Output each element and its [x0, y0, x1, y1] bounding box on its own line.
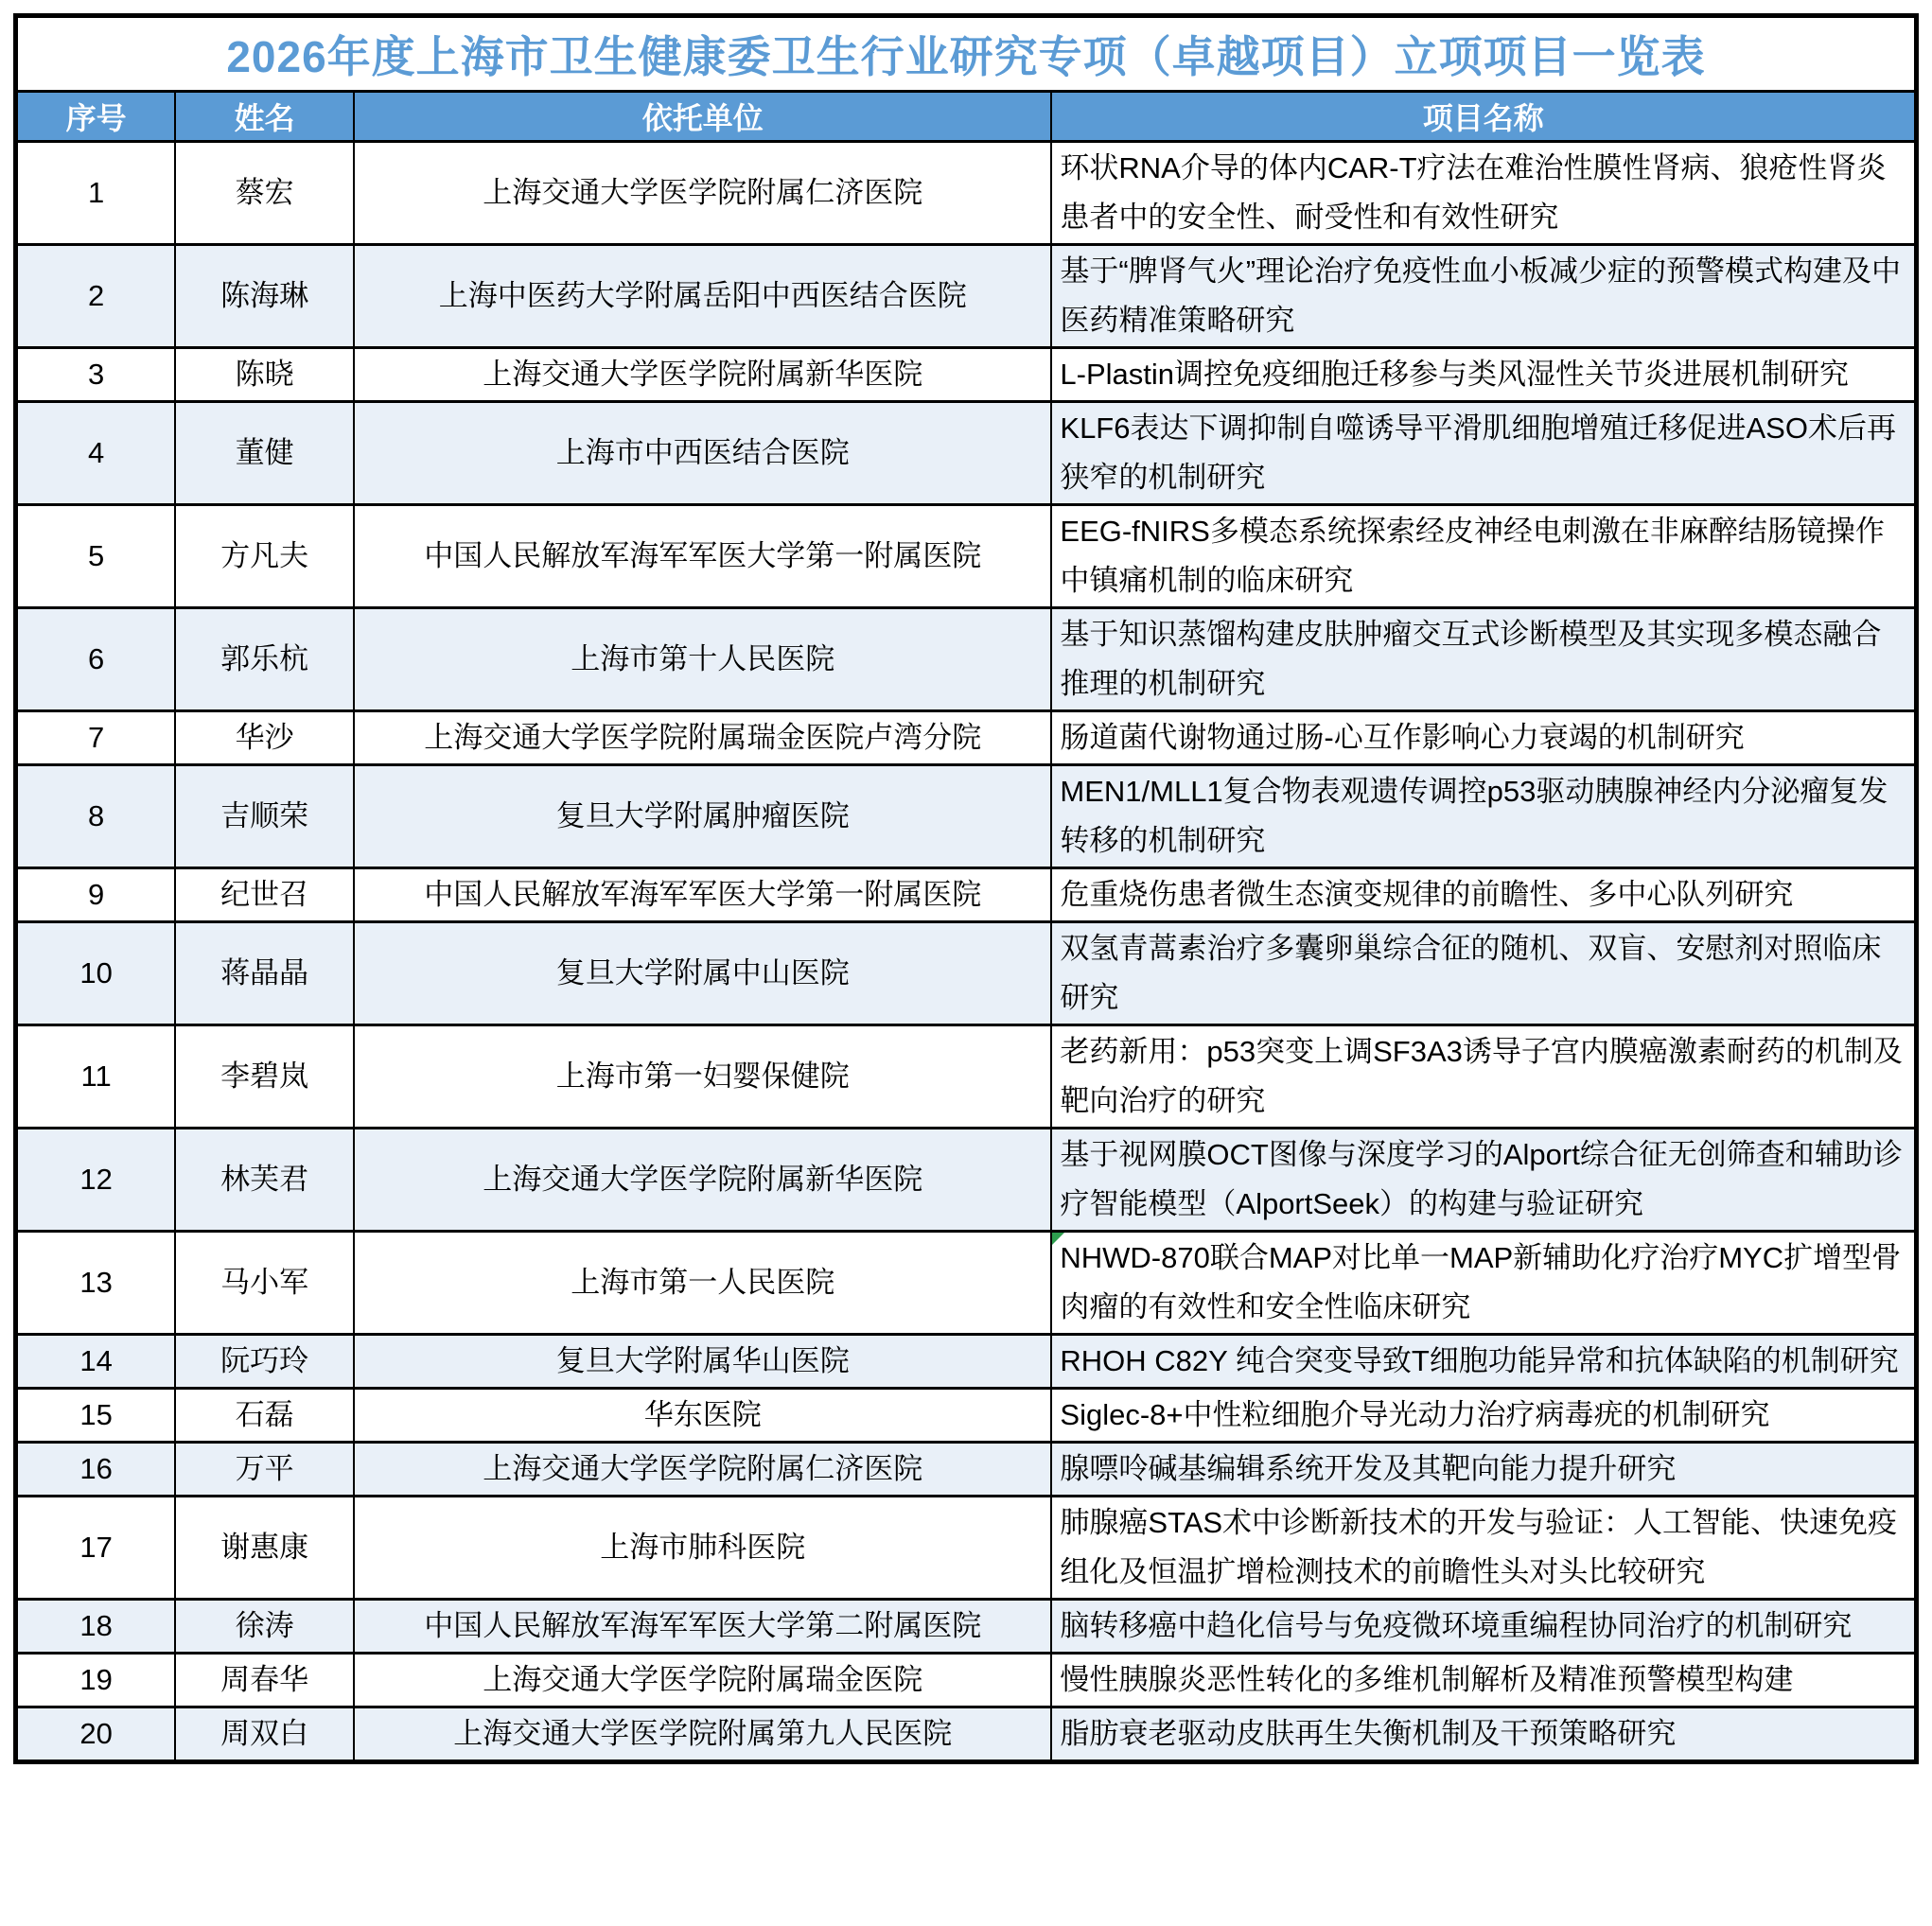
table-row	[16, 142, 1917, 245]
table-row	[16, 505, 1917, 608]
row-seq: 5	[16, 505, 176, 608]
table-row	[16, 1389, 1917, 1443]
row-org: 上海市第十人民医院	[354, 608, 1051, 711]
table-row	[16, 1025, 1917, 1129]
column-header-name: 姓名	[175, 92, 354, 142]
row-name: 蒋晶晶	[175, 922, 354, 1025]
row-org: 上海中医药大学附属岳阳中西医结合医院	[354, 245, 1051, 348]
row-org: 上海交通大学医学院附属新华医院	[354, 1129, 1051, 1232]
row-project: 基于视网膜OCT图像与深度学习的Alport综合征无创筛查和辅助诊疗智能模型（AlportSeek）的构建与验证研究	[1051, 1129, 1916, 1232]
row-seq: 7	[16, 711, 176, 765]
row-seq: 16	[16, 1443, 176, 1497]
table-row	[16, 1232, 1917, 1335]
table-row	[16, 765, 1917, 868]
row-project: RHOH C82Y 纯合突变导致T细胞功能异常和抗体缺陷的机制研究	[1051, 1335, 1916, 1389]
row-name: 蔡宏	[175, 142, 354, 245]
row-name: 周春华	[175, 1654, 354, 1707]
row-org: 华东医院	[354, 1389, 1051, 1443]
row-seq: 18	[16, 1600, 176, 1654]
row-project: EEG-fNIRS多模态系统探索经皮神经电刺激在非麻醉结肠镜操作中镇痛机制的临床研究	[1051, 505, 1916, 608]
row-project: 脂肪衰老驱动皮肤再生失衡机制及干预策略研究	[1051, 1707, 1916, 1762]
table-row	[16, 1654, 1917, 1707]
row-org: 上海市第一妇婴保健院	[354, 1025, 1051, 1129]
row-name: 万平	[175, 1443, 354, 1497]
column-header-org: 依托单位	[354, 92, 1051, 142]
row-org: 上海交通大学医学院附属瑞金医院卢湾分院	[354, 711, 1051, 765]
title-row	[16, 16, 1917, 92]
row-name: 郭乐杭	[175, 608, 354, 711]
row-org: 上海交通大学医学院附属仁济医院	[354, 1443, 1051, 1497]
row-project: 老药新用：p53突变上调SF3A3诱导子宫内膜癌激素耐药的机制及靶向治疗的研究	[1051, 1025, 1916, 1129]
row-project: 危重烧伤患者微生态演变规律的前瞻性、多中心队列研究	[1051, 868, 1916, 922]
row-org: 上海交通大学医学院附属第九人民医院	[354, 1707, 1051, 1762]
row-seq: 12	[16, 1129, 176, 1232]
row-project: 肠道菌代谢物通过肠-心互作影响心力衰竭的机制研究	[1051, 711, 1916, 765]
row-seq: 13	[16, 1232, 176, 1335]
row-name: 阮巧玲	[175, 1335, 354, 1389]
row-name: 林芙君	[175, 1129, 354, 1232]
table-row	[16, 402, 1917, 505]
row-seq: 17	[16, 1497, 176, 1600]
row-project: KLF6表达下调抑制自噬诱导平滑肌细胞增殖迁移促进ASO术后再狭窄的机制研究	[1051, 402, 1916, 505]
row-seq: 15	[16, 1389, 176, 1443]
row-project: 脑转移癌中趋化信号与免疫微环境重编程协同治疗的机制研究	[1051, 1600, 1916, 1654]
row-project: 腺嘌呤碱基编辑系统开发及其靶向能力提升研究	[1051, 1443, 1916, 1497]
column-header-project: 项目名称	[1051, 92, 1916, 142]
row-project: NHWD-870联合MAP对比单一MAP新辅助化疗治疗MYC扩增型骨肉瘤的有效性和安全性临床研究	[1051, 1232, 1916, 1335]
row-name: 李碧岚	[175, 1025, 354, 1129]
row-project: Siglec-8+中性粒细胞介导光动力治疗病毒疣的机制研究	[1051, 1389, 1916, 1443]
row-seq: 4	[16, 402, 176, 505]
row-name: 纪世召	[175, 868, 354, 922]
table-row	[16, 1335, 1917, 1389]
row-org: 中国人民解放军海军军医大学第一附属医院	[354, 868, 1051, 922]
row-seq: 3	[16, 348, 176, 402]
row-org: 复旦大学附属肿瘤医院	[354, 765, 1051, 868]
row-name: 谢惠康	[175, 1497, 354, 1600]
row-project: 肺腺癌STAS术中诊断新技术的开发与验证：人工智能、快速免疫组化及恒温扩增检测技术的前瞻性头对头比较研究	[1051, 1497, 1916, 1600]
row-org: 复旦大学附属华山医院	[354, 1335, 1051, 1389]
row-org: 中国人民解放军海军军医大学第二附属医院	[354, 1600, 1051, 1654]
table-row	[16, 711, 1917, 765]
row-name: 马小军	[175, 1232, 354, 1335]
row-seq: 2	[16, 245, 176, 348]
table-row	[16, 348, 1917, 402]
row-project: 环状RNA介导的体内CAR-T疗法在难治性膜性肾病、狼疮性肾炎患者中的安全性、耐受性和有效性研究	[1051, 142, 1916, 245]
column-header-row	[16, 92, 1917, 142]
row-seq: 14	[16, 1335, 176, 1389]
row-seq: 11	[16, 1025, 176, 1129]
row-name: 徐涛	[175, 1600, 354, 1654]
table-row	[16, 1443, 1917, 1497]
row-seq: 19	[16, 1654, 176, 1707]
table-row	[16, 245, 1917, 348]
row-project: 慢性胰腺炎恶性转化的多维机制解析及精准预警模型构建	[1051, 1654, 1916, 1707]
row-name: 华沙	[175, 711, 354, 765]
row-seq: 8	[16, 765, 176, 868]
row-name: 吉顺荣	[175, 765, 354, 868]
table-row	[16, 1707, 1917, 1762]
row-name: 陈晓	[175, 348, 354, 402]
row-org: 上海市第一人民医院	[354, 1232, 1051, 1335]
row-name: 周双白	[175, 1707, 354, 1762]
row-seq: 10	[16, 922, 176, 1025]
row-name: 陈海琳	[175, 245, 354, 348]
row-org: 上海市中西医结合医院	[354, 402, 1051, 505]
row-project: MEN1/MLL1复合物表观遗传调控p53驱动胰腺神经内分泌瘤复发转移的机制研究	[1051, 765, 1916, 868]
row-seq: 9	[16, 868, 176, 922]
row-org: 中国人民解放军海军军医大学第一附属医院	[354, 505, 1051, 608]
row-seq: 20	[16, 1707, 176, 1762]
row-name: 董健	[175, 402, 354, 505]
table-row	[16, 868, 1917, 922]
row-org: 上海市肺科医院	[354, 1497, 1051, 1600]
row-project: L-Plastin调控免疫细胞迁移参与类风湿性关节炎进展机制研究	[1051, 348, 1916, 402]
row-org: 上海交通大学医学院附属仁济医院	[354, 142, 1051, 245]
row-project: 基于知识蒸馏构建皮肤肿瘤交互式诊断模型及其实现多模态融合推理的机制研究	[1051, 608, 1916, 711]
table-row	[16, 922, 1917, 1025]
table-row	[16, 1600, 1917, 1654]
table-row	[16, 1129, 1917, 1232]
row-project: 双氢青蒿素治疗多囊卵巢综合征的随机、双盲、安慰剂对照临床研究	[1051, 922, 1916, 1025]
row-org: 上海交通大学医学院附属新华医院	[354, 348, 1051, 402]
table-body	[16, 142, 1917, 1762]
table-row	[16, 608, 1917, 711]
page-title: 2026年度上海市卫生健康委卫生行业研究专项（卓越项目）立项项目一览表	[16, 16, 1917, 92]
row-org: 上海交通大学医学院附属瑞金医院	[354, 1654, 1051, 1707]
row-seq: 1	[16, 142, 176, 245]
row-org: 复旦大学附属中山医院	[354, 922, 1051, 1025]
cell-corner-marker-icon	[1052, 1233, 1064, 1245]
row-seq: 6	[16, 608, 176, 711]
row-project: 基于“脾肾气火”理论治疗免疫性血小板减少症的预警模式构建及中医药精准策略研究	[1051, 245, 1916, 348]
row-name: 石磊	[175, 1389, 354, 1443]
column-header-seq: 序号	[16, 92, 176, 142]
row-name: 方凡夫	[175, 505, 354, 608]
project-list-table	[13, 13, 1919, 1764]
table-row	[16, 1497, 1917, 1600]
